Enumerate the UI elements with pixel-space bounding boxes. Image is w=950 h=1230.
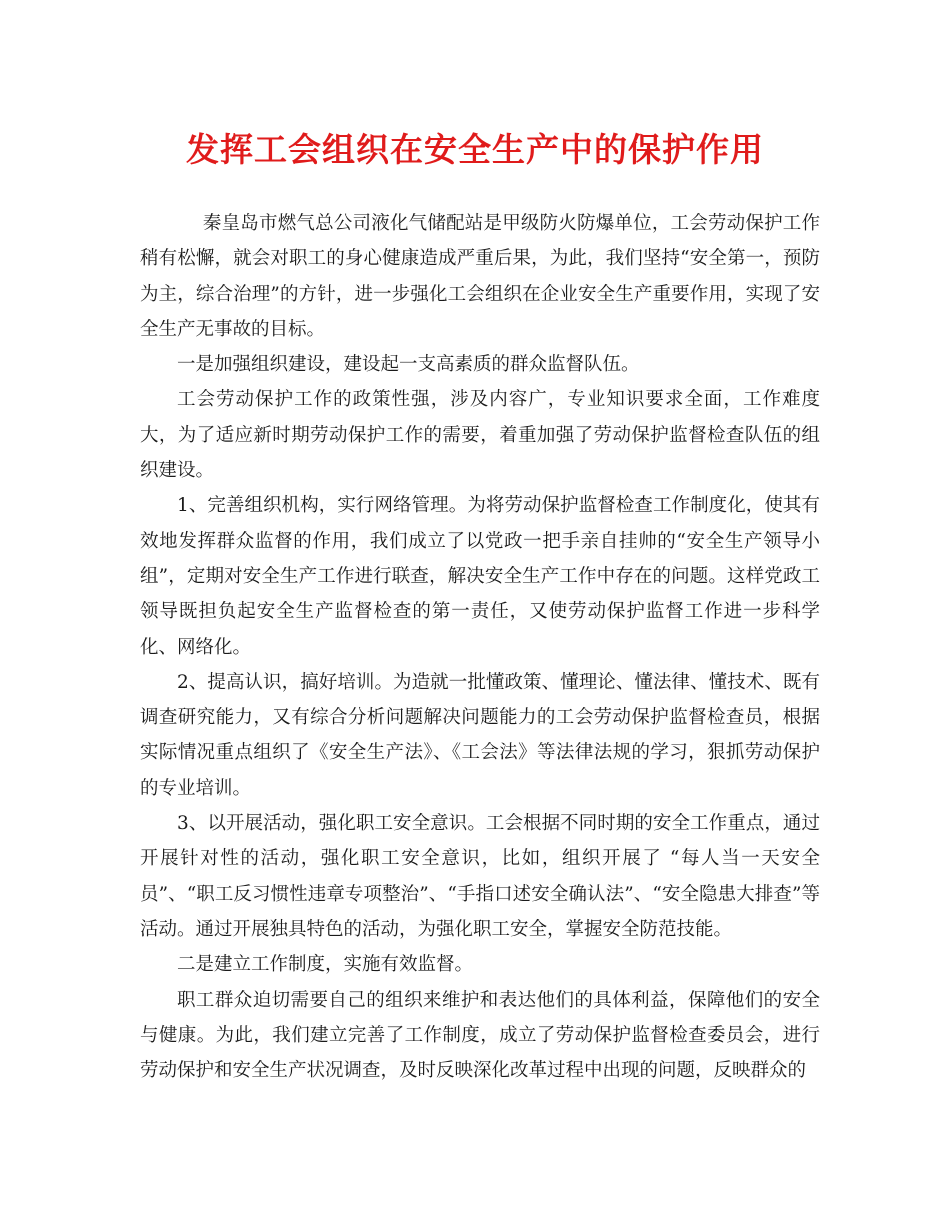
paragraph-item-2: 2、提高认识，搞好培训。为造就一批懂政策、懂理论、懂法律、懂技术、既有调查研究能力，又有综合分析问题解决问题能力的工会劳动保护监督检查员，根据实际情况重点组织了《安全生产法》、《工会法》等法律法规的学习，狠抓劳动保护的专业培训。 <box>140 671 820 799</box>
paragraph-item-1: 1、完善组织机构，实行网络管理。为将劳动保护监督检查工作制度化，使其有效地发挥群众监督的作用，我们成立了以党政一把手亲自挂帅的“安全生产领导小组”，定期对安全生产工作进行联查，解决安全生产工作中存在的问题。这样党政工领导既担负起安全生产监督检查的第一责任，又使劳动保护监督工作进一步科学化、网络化。 <box>140 495 820 658</box>
paragraph-intro: 秦皇岛市燃气总公司液化气储配站是甲级防火防爆单位，工会劳动保护工作稍有松懈，就会对职工的身心健康造成严重后果，为此，我们坚持“安全第一，预防为主，综合治理”的方针，进一步强化工会组织在企业安全生产重要作用，实现了安全生产无事故的目标。 <box>140 213 820 340</box>
paragraph-section-2-body: 职工群众迫切需要自己的组织来维护和表达他们的具体利益，保障他们的安全与健康。为此，我们建立完善了工作制度，成立了劳动保护监督检查委员会，进行劳动保护和安全生产状况调查，及时反映深化改革过程中出现的问题，反映群众的 <box>140 989 820 1082</box>
document-body <box>140 206 820 1088</box>
paragraph-section-2-heading: 二是建立工作制度，实施有效监督。 <box>177 954 474 976</box>
paragraph-section-1-heading: 一是加强组织建设，建设起一支高素质的群众监督队伍。 <box>177 354 640 376</box>
paragraph-section-1-body: 工会劳动保护工作的政策性强，涉及内容广，专业知识要求全面，工作难度大，为了适应新时期劳动保护工作的需要，着重加强了劳动保护监督检查队伍的组织建设。 <box>140 389 820 482</box>
paragraph-item-3: 3、以开展活动，强化职工安全意识。工会根据不同时期的安全工作重点，通过开展针对性的活动，强化职工安全意识，比如，组织开展了 “每人当一天安全员”、“职工反习惯性违章专项整治”、“手指口述安全确认法”、“安全隐患大排查”等活动。通过开展独具特色的活动，为强化职工安全，掌握安全防范技能。 <box>140 813 820 940</box>
document-title: 发挥工会组织在安全生产中的保护作用 <box>186 130 764 169</box>
